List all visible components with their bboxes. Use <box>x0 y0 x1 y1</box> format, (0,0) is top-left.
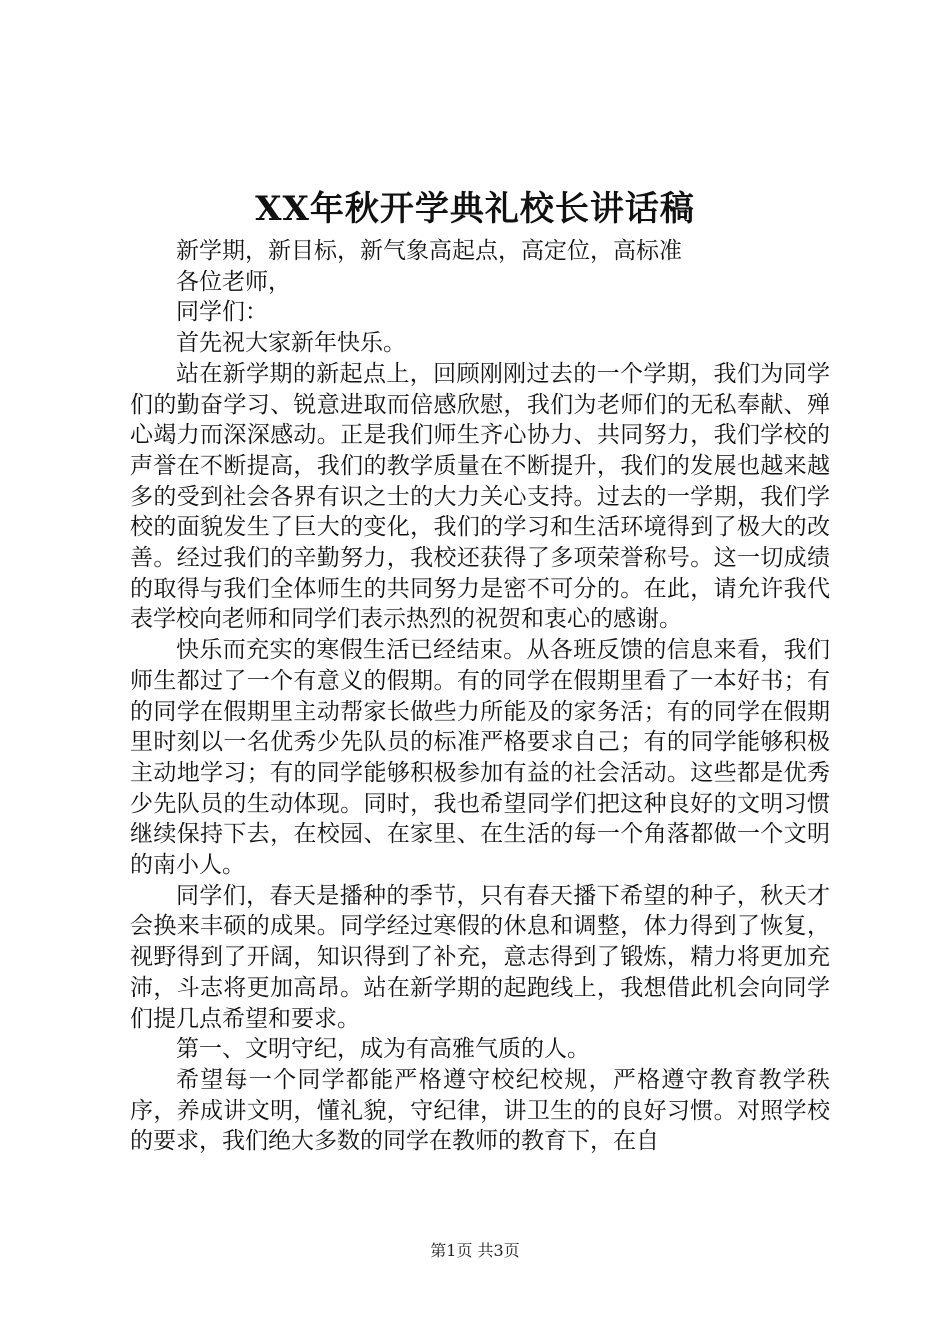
paragraph-salutation-teachers: 各位老师， <box>176 268 291 295</box>
paragraph-subtitle: 新学期，新目标，新气象高起点，高定位，高标准 <box>176 238 682 264</box>
paragraph-winter-break: 快乐而充实的寒假生活已经结束。从各班反馈的信息来看，我们师生都过了一个有意义的假期。有的同学在假期里看了一本好书；有的同学在假期里主动帮家长做些力所能及的家务活；有的同学在假期里时刻以一名优秀少先队员的标准严格要求自己；有的同学能够积极主动地学习；有的同学能够积极参加有益的社会活动。这些都是优秀少先队员的生动体现。同时，我也希望同学们把这种良好的文明习惯继续保持下去，在校园、在家里、在生活的每一个角落都做一个文明的南小人。 <box>130 637 830 879</box>
paragraph-point-one: 第一、文明守纪，成为有高雅气质的人。 <box>176 1036 590 1063</box>
page-footer: 第1页 共3页 <box>430 1241 520 1260</box>
paragraph-salutation-students: 同学们： <box>176 299 268 326</box>
paragraph-spring: 同学们，春天是播种的季节，只有春天播下希望的种子，秋天才会换来丰硕的成果。同学经过寒假的休息和调整，体力得到了恢复，视野得到了开阔，知识得到了补充，意志得到了锻炼，精力将更加充沛，斗志将更加高昂。站在新学期的起跑线上，我想借此机会向同学们提几点希望和要求。 <box>130 882 830 1032</box>
paragraph-review: 站在新学期的新起点上，回顾刚刚过去的一个学期，我们为同学们的勤奋学习、锐意进取而倍感欣慰，我们为老师们的无私奉献、殚心竭力而深深感动。正是我们师生齐心协力、共同努力，我们学校的声誉在不断提高，我们的教学质量在不断提升，我们的发展也越来越多的受到社会各界有识之士的大力关心支持。过去的一学期，我们学校的面貌发生了巨大的变化，我们的学习和生活环境得到了极大的改善。经过我们的辛勤努力，我校还获得了多项荣誉称号。这一切成绩的取得与我们全体师生的共同努力是密不可分的。在此，请允许我代表学校向老师和同学们表示热烈的祝贺和衷心的感谢。 <box>130 360 830 633</box>
paragraph-discipline: 希望每一个同学都能严格遵守校纪校规，严格遵守教育教学秩序，养成讲文明，懂礼貌，守纪律，讲卫生的的良好习惯。对照学校的要求，我们绝大多数的同学在教师的教育下，在自 <box>130 1066 830 1155</box>
document-body <box>130 236 830 1157</box>
document-title: XX年秋开学典礼校长讲话稿 <box>255 189 695 229</box>
paragraph-greeting: 首先祝大家新年快乐。 <box>176 330 406 357</box>
